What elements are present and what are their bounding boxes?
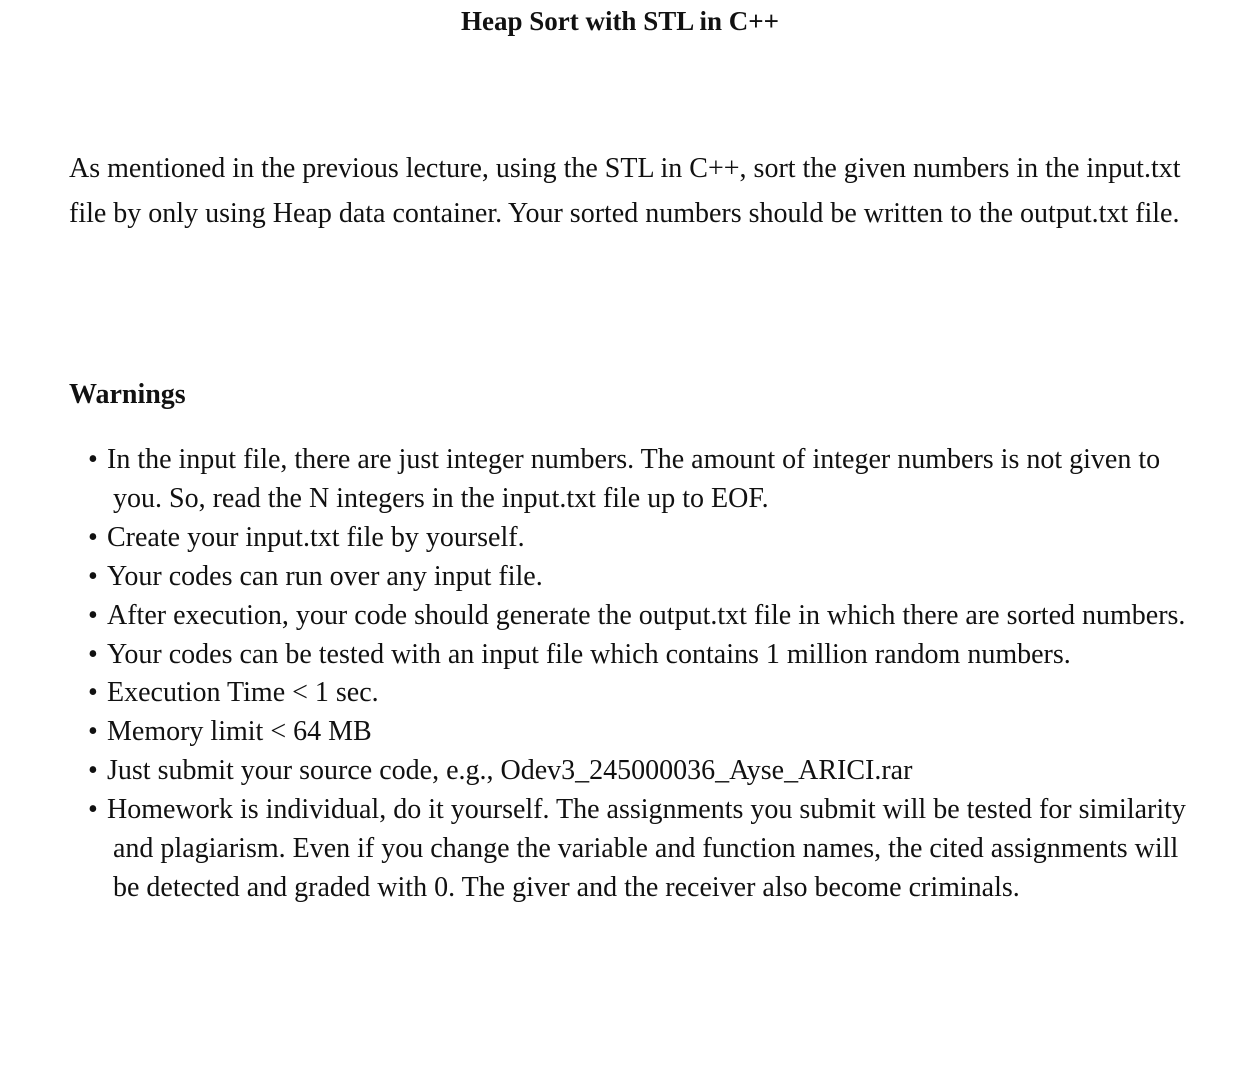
warning-text: Memory limit < 64 MB [107, 716, 372, 748]
warnings-list [69, 441, 1189, 908]
bullet-icon: • [88, 716, 98, 748]
bullet-icon: • [88, 794, 98, 826]
warning-text: Your codes can be tested with an input file which contains 1 million random numbers. [107, 638, 1071, 670]
warning-text: Execution Time < 1 sec. [107, 677, 379, 709]
warning-text: Create your input.txt file by yourself. [107, 521, 525, 553]
warning-item [69, 674, 1189, 713]
bullet-icon: • [88, 560, 98, 592]
bullet-icon: • [88, 638, 98, 670]
bullet-icon: • [88, 444, 98, 475]
warning-text: Homework is individual, do it yourself. The assignments you submit will be tested for similarity and plagiarism. Even if you change the variable and function names, the cited assignments will be detected and graded with 0. The giver and the receiver also become criminals. [107, 794, 1186, 903]
warning-text: In the input file, there are just integer numbers. The amount of integer numbers is not given to you. So, read the N integers in the input.txt file up to EOF. [107, 444, 1161, 514]
warning-item [69, 636, 1189, 675]
warning-item [69, 713, 1189, 752]
intro-paragraph: As mentioned in the previous lecture, using the STL in C++, sort the given numbers in the input.txt file by only using Heap data container. Your sorted numbers should be written to the output.txt file. [69, 153, 1181, 229]
warning-item [69, 558, 1189, 597]
page-title: Heap Sort with STL in C++ [460, 6, 780, 36]
bullet-icon: • [88, 599, 98, 631]
warning-item [69, 791, 1189, 908]
warnings-heading: Warnings [69, 379, 186, 410]
warning-text: Your codes can run over any input file. [107, 560, 543, 592]
warning-item [69, 441, 1189, 519]
warning-item [69, 752, 1189, 791]
bullet-icon: • [88, 677, 98, 709]
warning-item [69, 597, 1189, 636]
warning-text: After execution, your code should generate the output.txt file in which there are sorted numbers. [107, 599, 1186, 631]
bullet-icon: • [88, 755, 98, 787]
warning-item [69, 519, 1189, 558]
bullet-icon: • [88, 521, 98, 553]
warning-text: Just submit your source code, e.g., Odev3_245000036_Ayse_ARICI.rar [107, 755, 913, 787]
